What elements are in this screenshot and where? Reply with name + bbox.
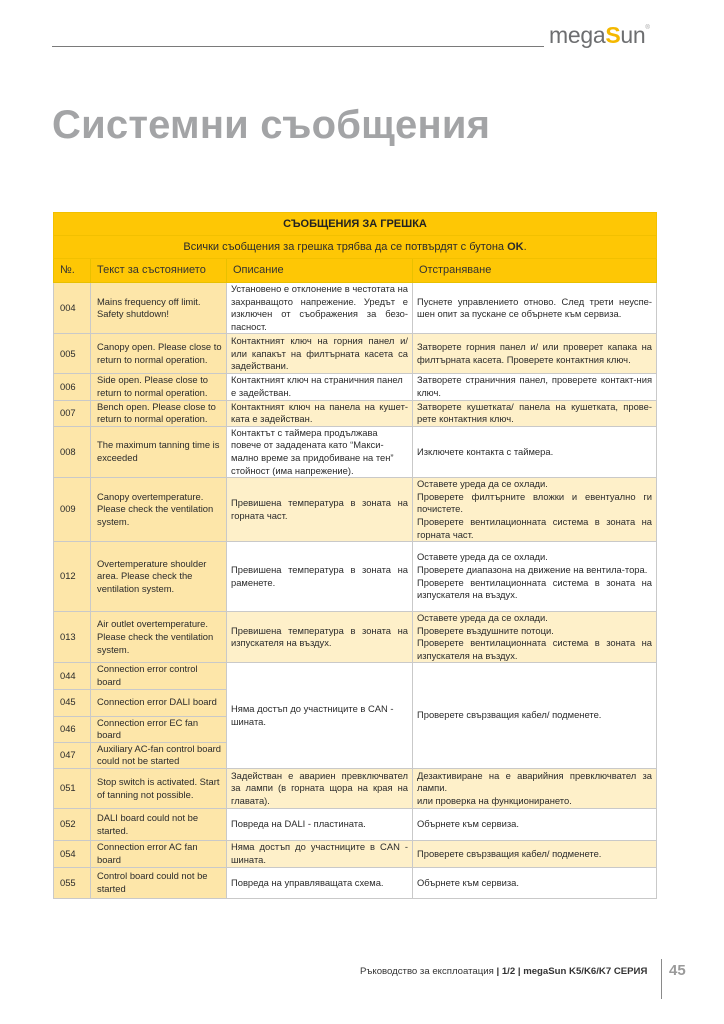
status-text: Stop switch is activated. Start of tanning not possible.: [91, 769, 227, 809]
table-row: [54, 400, 657, 426]
remedy-line: или проверка на функционирането.: [417, 794, 572, 806]
error-code: 052: [54, 809, 91, 841]
error-code: 008: [54, 426, 91, 477]
error-messages-table: [53, 212, 657, 899]
description: Установено е отклонение в честотата на захранващото напрежение. Уредът е изключен от съображения за безо-пасност.: [227, 283, 413, 334]
footer-separator: |: [515, 966, 524, 977]
remedy: [413, 769, 657, 809]
remedy-line: Проверете диапазона на движение на вентила-тора.: [417, 564, 648, 575]
footer-manual: Ръководство за експлоатация: [360, 966, 494, 977]
footer-separator: |: [493, 966, 502, 977]
table-header-row: [54, 259, 657, 283]
status-text: Canopy overtemperature. Please check the ventilation system.: [91, 478, 227, 542]
status-text: Connection error control board: [91, 663, 227, 689]
registered-mark: ®: [645, 25, 650, 31]
status-text: The maximum tanning time is exceeded: [91, 426, 227, 477]
logo-text-prefix: mega: [549, 22, 606, 48]
description: Контактът с таймера продължава повече от зададената като “Макси-мално време за придобиване на тен” стойност (има напрежение).: [227, 426, 413, 477]
table-row: [54, 809, 657, 841]
error-code: 045: [54, 689, 91, 716]
table-row: [54, 868, 657, 899]
error-code: 006: [54, 374, 91, 400]
description: Повреда на управляващата схема.: [227, 868, 413, 899]
error-code: 054: [54, 841, 91, 868]
remedy-line: Проверете вентилационната система в зоната на изпускателя на въздух.: [417, 576, 653, 601]
description: Повреда на DALI - пластината.: [227, 809, 413, 841]
error-code: 009: [54, 478, 91, 542]
table-row: [54, 426, 657, 477]
remedy-line: Оставете уреда да се охлади.: [417, 612, 548, 624]
logo-text-suffix: un: [620, 22, 646, 48]
subtitle-end: .: [523, 240, 527, 253]
error-code: 047: [54, 742, 91, 768]
table-row: [54, 663, 657, 689]
remedy: Затворете кушетката/ панела на кушетката, прове-рете контактния ключ.: [413, 400, 657, 426]
remedy: Затворете страничния панел, проверете контакт-ния ключ.: [413, 374, 657, 400]
remedy-line: Проверете вентилационната система в зоната на горната част.: [417, 515, 653, 540]
error-code: 013: [54, 612, 91, 663]
error-code: 004: [54, 283, 91, 334]
status-text: DALI board could not be started.: [91, 809, 227, 841]
error-code: 044: [54, 663, 91, 689]
status-text: Overtemperature shoulder area. Please check the ventilation system.: [91, 542, 227, 612]
megasun-logo: [549, 22, 650, 49]
remedy-line: Проверете въздушните потоци.: [417, 624, 554, 636]
remedy: Изключете контакта с таймера.: [413, 426, 657, 477]
status-text: Canopy open. Please close to return to normal operation.: [91, 334, 227, 374]
description: Контактният ключ на горния панел и/ или капакът на филтърната касета са задействани.: [227, 334, 413, 374]
column-header-fix: Отстраняване: [413, 259, 657, 283]
table-row: [54, 283, 657, 334]
remedy-line: Оставете уреда да се охлади.: [417, 478, 548, 490]
table-title-row: [54, 213, 657, 236]
description: Контактният ключ на страничния панел е задействан.: [227, 374, 413, 400]
footer-caption: [360, 966, 647, 977]
column-header-status: Текст за състоянието: [91, 259, 227, 283]
status-text: Connection error AC fan board: [91, 841, 227, 868]
table-row: [54, 374, 657, 400]
column-header-description: Описание: [227, 259, 413, 283]
description: Контактният ключ на панела на кушет-ката е задействан.: [227, 400, 413, 426]
status-text: Connection error DALI board: [91, 689, 227, 716]
error-code: 055: [54, 868, 91, 899]
page-title: Системни съобщения: [52, 103, 491, 147]
subtitle-ok: OK: [507, 240, 524, 253]
remedy: Пуснете управлението отново. След трети неуспе-шен опит за пускане се обърнете към сервиза.: [413, 283, 657, 334]
status-text: Auxiliary AC-fan control board could not be started: [91, 742, 227, 768]
status-text: Control board could not be started: [91, 868, 227, 899]
remedy: Проверете свързващия кабел/ подменете.: [413, 663, 657, 769]
table-subtitle-row: [54, 236, 657, 259]
description: Задействан е авариен превключвател за лампи (в горната щора на края на главата).: [227, 769, 413, 809]
remedy: Обърнете към сервиза.: [413, 809, 657, 841]
logo-text-accent: S: [605, 22, 621, 48]
error-code: 046: [54, 716, 91, 742]
page-number: 45: [669, 962, 686, 979]
status-text: Mains frequency off limit. Safety shutdown!: [91, 283, 227, 334]
column-header-number: №.: [54, 259, 91, 283]
remedy-line: Проверете филтърните вложки и евентуално ги почистете.: [417, 490, 653, 515]
description: Няма достъп до участниците в CAN - шината.: [227, 841, 413, 868]
footer-divider: [661, 959, 662, 999]
description: Превишена температура в зоната на изпускателя на въздух.: [227, 612, 413, 663]
table-row: [54, 542, 657, 612]
table-row: [54, 841, 657, 868]
table-title: СЪОБЩЕНИЯ ЗА ГРЕШКА: [54, 213, 657, 236]
table-subtitle: [54, 236, 657, 259]
footer-part: 1/2: [501, 966, 516, 977]
error-code: 007: [54, 400, 91, 426]
status-text: Air outlet overtemperature. Please check the ventilation system.: [91, 612, 227, 663]
remedy-line: Оставете уреда да се охлади.: [417, 551, 548, 563]
footer-series: megaSun K5/K6/K7 СЕРИЯ: [523, 966, 648, 977]
description: Превишена температура в зоната на горната част.: [227, 478, 413, 542]
status-text: Connection error EC fan board: [91, 716, 227, 742]
remedy: [413, 478, 657, 542]
error-code: 005: [54, 334, 91, 374]
description: Няма достъп до участниците в CAN - шината.: [227, 663, 413, 769]
error-code: 051: [54, 769, 91, 809]
description: Превишена температура в зоната на раменете.: [227, 542, 413, 612]
table-row: [54, 769, 657, 809]
remedy: Затворете горния панел и/ или проверет капака на филтърната касета. Проверете контактния ключ.: [413, 334, 657, 374]
remedy: [413, 542, 657, 612]
remedy: [413, 612, 657, 663]
status-text: Side open. Please close to return to normal operation.: [91, 374, 227, 400]
remedy-line: Дезактивиране на е аварийния превключвател за лампи.: [417, 769, 653, 794]
header-rule: [52, 46, 544, 47]
table-row: [54, 478, 657, 542]
remedy: Обърнете към сервиза.: [413, 868, 657, 899]
table-row: [54, 334, 657, 374]
status-text: Bench open. Please close to return to normal operation.: [91, 400, 227, 426]
subtitle-text: Всички съобщения за грешка трябва да се потвърдят с бутона: [183, 240, 508, 253]
remedy-line: Проверете вентилационната система в зоната на изпускателя на въздух.: [417, 637, 653, 661]
table-row: [54, 612, 657, 663]
remedy: Проверете свързващия кабел/ подменете.: [413, 841, 657, 868]
error-code: 012: [54, 542, 91, 612]
